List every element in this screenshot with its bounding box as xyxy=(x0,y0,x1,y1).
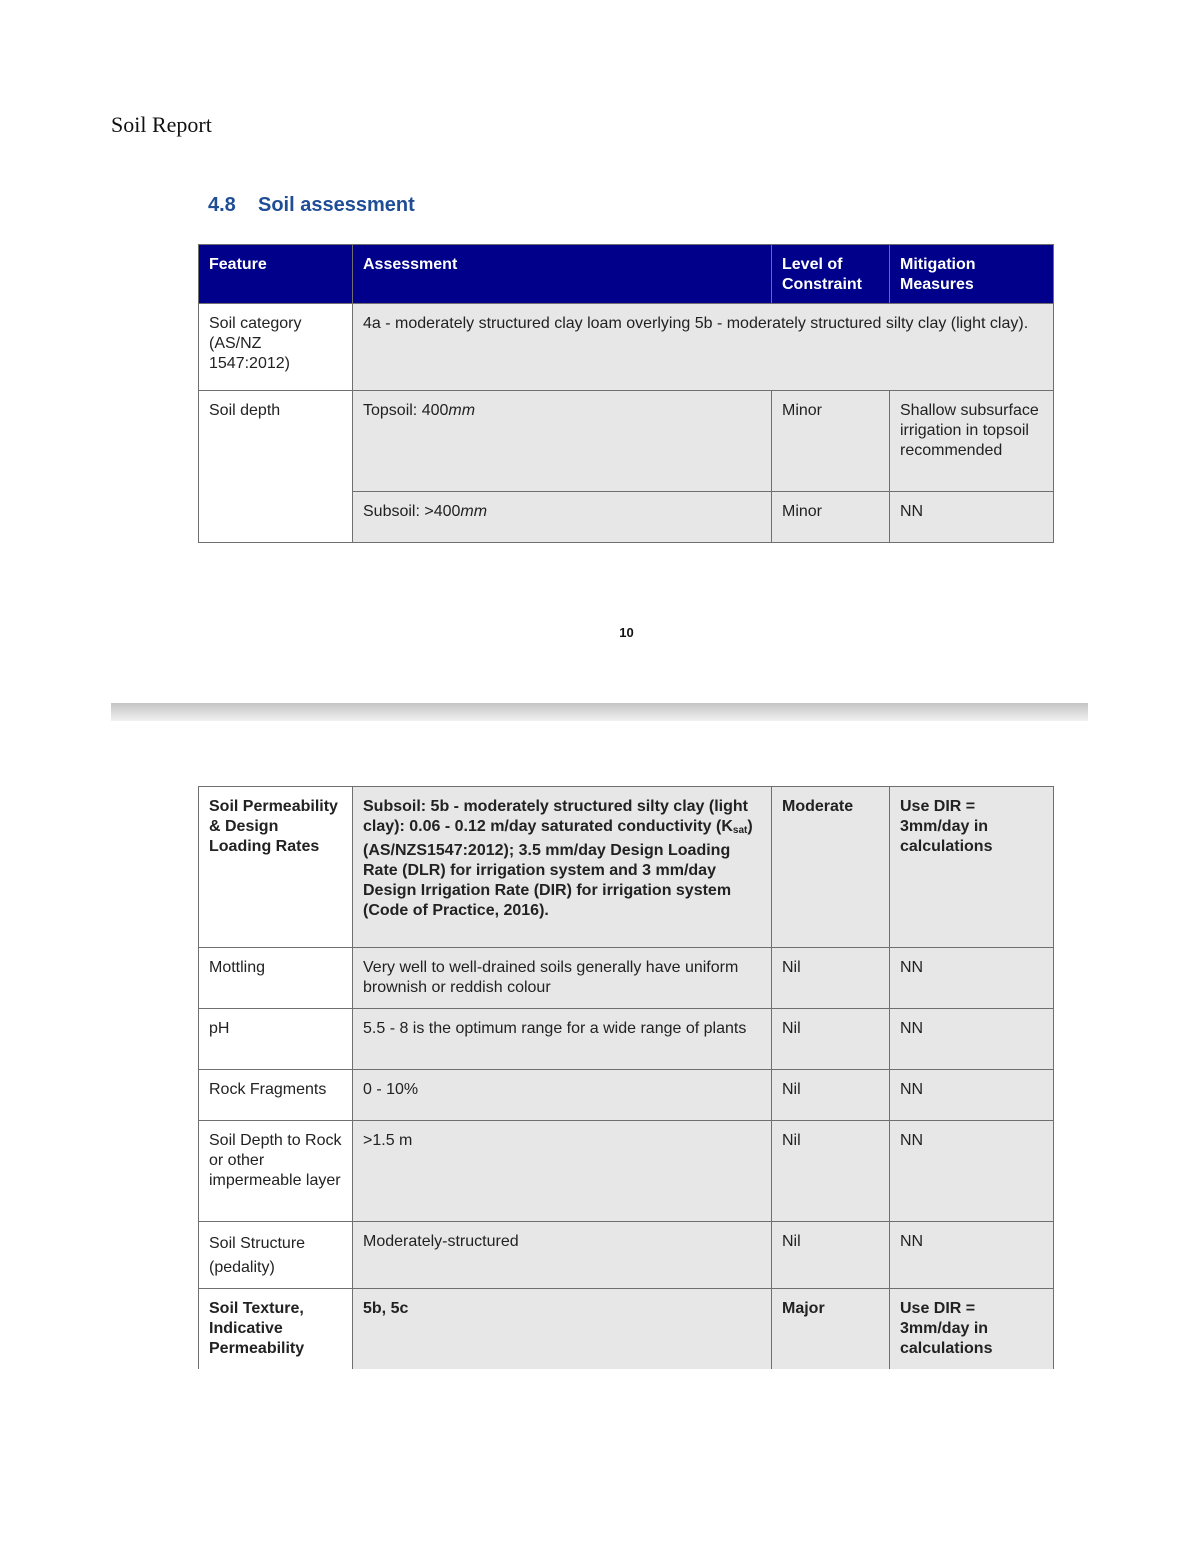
topsoil-unit: mm xyxy=(448,402,476,419)
assessment-cell: >1.5 m xyxy=(353,1121,772,1222)
page-break-divider xyxy=(111,703,1088,721)
mitigation-cell: NN xyxy=(890,1121,1054,1222)
table-header-row xyxy=(199,245,1054,304)
constraint-cell: Nil xyxy=(772,1070,890,1121)
page-number: 10 xyxy=(619,625,634,640)
document-title: Soil Report xyxy=(111,112,212,137)
constraint-cell: Major xyxy=(772,1289,890,1370)
assessment-cell: 0 - 10% xyxy=(353,1070,772,1121)
feature-cell: Soil category (AS/NZ 1547:2012) xyxy=(199,304,353,391)
subsoil-unit: mm xyxy=(460,503,488,520)
header-level-of-constraint: Level of Constraint xyxy=(772,245,890,304)
assessment-cell xyxy=(353,492,772,543)
mitigation-cell: Use DIR = 3mm/day in calculations xyxy=(890,1289,1054,1370)
assessment-cell xyxy=(353,391,772,492)
feature-cell: pH xyxy=(199,1009,353,1070)
table-row xyxy=(199,787,1054,948)
mitigation-cell: Use DIR = 3mm/day in calculations xyxy=(890,787,1054,948)
mitigation-cell: NN xyxy=(890,948,1054,1009)
mitigation-cell: NN xyxy=(890,1009,1054,1070)
table-row xyxy=(199,1289,1054,1370)
constraint-cell: Moderate xyxy=(772,787,890,948)
mitigation-cell: NN xyxy=(890,492,1054,543)
assessment-text-part-1: Subsoil: 5b - moderately structured silty clay (light clay): 0.06 - 0.12 m/day saturated conductivity (K xyxy=(363,798,748,835)
table-row xyxy=(199,304,1054,391)
mitigation-cell: NN xyxy=(890,1222,1054,1289)
soil-assessment-table xyxy=(198,244,1054,543)
constraint-cell: Nil xyxy=(772,1009,890,1070)
section-title: Soil assessment xyxy=(258,194,415,216)
feature-cell: Soil Depth to Rock or other impermeable layer xyxy=(199,1121,353,1222)
mitigation-cell: NN xyxy=(890,1070,1054,1121)
assessment-cell: 5b, 5c xyxy=(353,1289,772,1370)
constraint-cell: Nil xyxy=(772,948,890,1009)
table-row xyxy=(199,948,1054,1009)
constraint-cell: Nil xyxy=(772,1222,890,1289)
assessment-cell: Very well to well-drained soils generally have uniform brownish or reddish colour xyxy=(353,948,772,1009)
section-heading xyxy=(208,194,415,217)
assessment-cell: 4a - moderately structured clay loam overlying 5b - moderately structured silty clay (light clay). xyxy=(353,304,1054,391)
header-assessment: Assessment xyxy=(353,245,772,304)
soil-assessment-table-continued xyxy=(198,786,1054,1369)
assessment-text-part-2: ) (AS/NZS1547:2012); 3.5 mm/day Design Loading Rate (DLR) for irrigation system and 3 mm/day Design Irrigation Rate (DIR) for irrigation system (Code of Practice, 2016). xyxy=(363,818,753,919)
table-row xyxy=(199,1009,1054,1070)
header-feature: Feature xyxy=(199,245,353,304)
assessment-cell xyxy=(353,787,772,948)
table-row xyxy=(199,391,1054,492)
assessment-subscript: sat xyxy=(732,825,748,836)
header-mitigation-measures: Mitigation Measures xyxy=(890,245,1054,304)
table-row xyxy=(199,1121,1054,1222)
constraint-cell: Nil xyxy=(772,1121,890,1222)
mitigation-cell: Shallow subsurface irrigation in topsoil recommended xyxy=(890,391,1054,492)
feature-cell: Soil Structure (pedality) xyxy=(199,1222,353,1289)
assessment-cell: 5.5 - 8 is the optimum range for a wide range of plants xyxy=(353,1009,772,1070)
topsoil-label: Topsoil: 400 xyxy=(363,402,449,419)
constraint-cell: Minor xyxy=(772,492,890,543)
feature-cell: Soil Texture, Indicative Permeability xyxy=(199,1289,353,1370)
assessment-cell: Moderately-structured xyxy=(353,1222,772,1289)
feature-cell: Mottling xyxy=(199,948,353,1009)
feature-cell: Soil depth xyxy=(199,391,353,543)
section-number: 4.8 xyxy=(208,194,236,216)
table-row xyxy=(199,1070,1054,1121)
constraint-cell: Minor xyxy=(772,391,890,492)
feature-cell: Soil Permeability & Design Loading Rates xyxy=(199,787,353,948)
table-row xyxy=(199,1222,1054,1289)
subsoil-label: Subsoil: >400 xyxy=(363,503,461,520)
feature-cell: Rock Fragments xyxy=(199,1070,353,1121)
